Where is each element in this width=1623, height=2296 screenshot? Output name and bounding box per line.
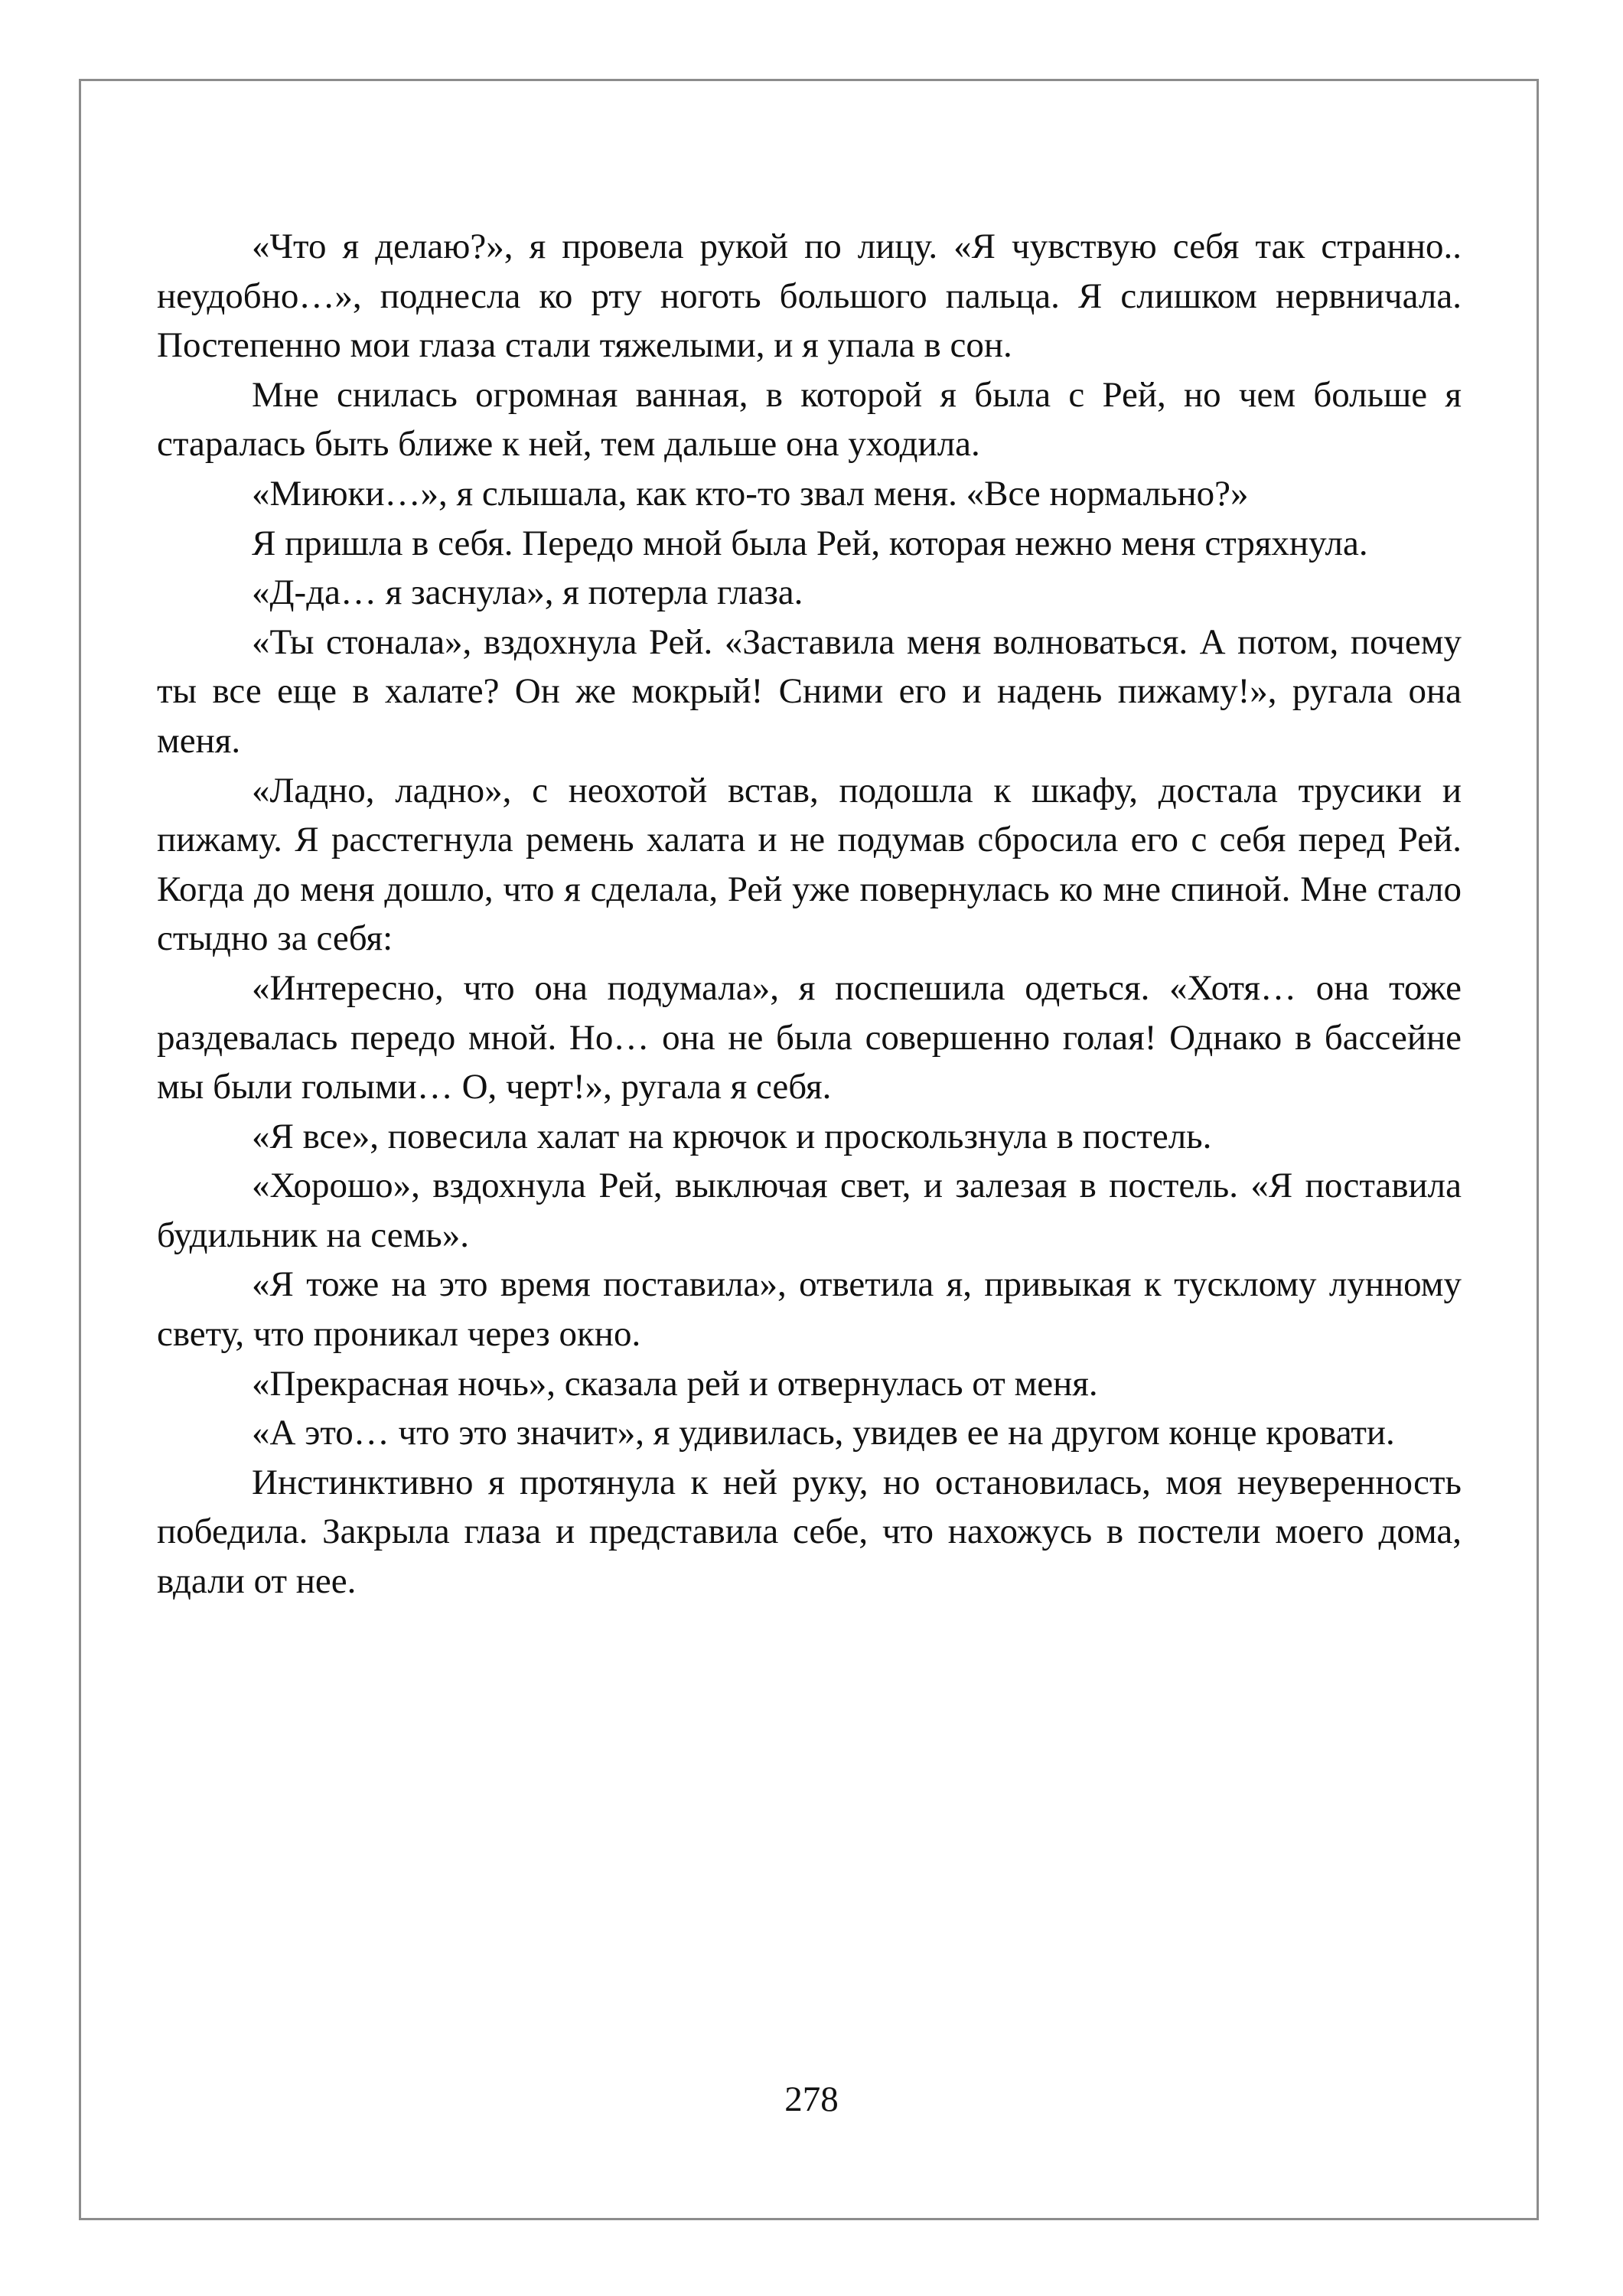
paragraph: «Что я делаю?», я провела рукой по лицу. «Я чувствую себя так странно.. неудобно…», поднесла ко рту ноготь большого пальца. Я слишком нервничала. Постепенно мои глаза стали тяжелыми, и я упала в сон. bbox=[157, 227, 1462, 366]
paragraph: «Я тоже на это время поставила», ответила я, привыкая к тусклому лунному свету, что проникал через окно. bbox=[157, 1264, 1462, 1355]
paragraph: «Миюки…», я слышала, как кто-то звал меня. «Все нормально?» bbox=[252, 473, 1249, 514]
paragraph: «Д-да… я заснула», я потерла глаза. bbox=[252, 572, 803, 613]
page-number: 278 bbox=[784, 2079, 839, 2119]
paragraph: «Ты стонала», вздохнула Рей. «Заставила меня волноваться. А потом, почему ты все еще в халате? Он же мокрый! Сними его и надень пижаму!», ругала она меня. bbox=[157, 621, 1462, 761]
body-text bbox=[157, 222, 1462, 1606]
paragraph: «А это… что это значит», я удивилась, увидев ее на другом конце кровати. bbox=[252, 1413, 1395, 1453]
paragraph: Мне снилась огромная ванная, в которой я была с Рей, но чем больше я старалась быть ближе к ней, тем дальше она уходила. bbox=[157, 374, 1462, 465]
paragraph: Инстинктивно я протянула к ней руку, но остановилась, моя неуверенность победила. Закрыла глаза и представила себе, что нахожусь в постели моего дома, вдали от нее. bbox=[157, 1462, 1462, 1602]
paragraph: Я пришла в себя. Передо мной была Рей, которая нежно меня стряхнула. bbox=[252, 523, 1368, 563]
paragraph: «Ладно, ладно», с неохотой встав, подошла к шкафу, достала трусики и пижаму. Я расстегнула ремень халата и не подумав сбросила его с себя перед Рей. Когда до меня дошло, что я сделала, Рей уже повернулась ко мне спиной. Мне стало стыдно за себя: bbox=[157, 770, 1462, 959]
paragraph: «Прекрасная ночь», сказала рей и отвернулась от меня. bbox=[252, 1363, 1098, 1404]
paragraph: «Хорошо», вздохнула Рей, выключая свет, и залезая в постель. «Я поставила будильник на семь». bbox=[157, 1166, 1462, 1255]
paragraph: «Я все», повесила халат на крючок и проскользнула в постель. bbox=[252, 1116, 1212, 1156]
paragraph: «Интересно, что она подумала», я поспешила одеться. «Хотя… она тоже раздевалась передо мной. Но… она не была совершенно голая! Однако в бассейне мы были голыми… О, черт!», ругала я себя. bbox=[157, 967, 1462, 1107]
